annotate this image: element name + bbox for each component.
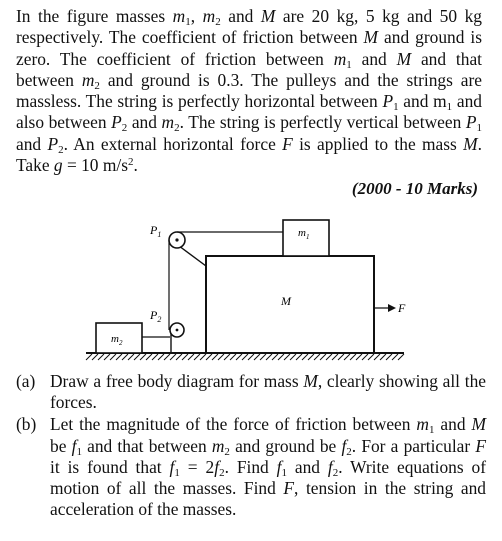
pulley-P1 <box>169 232 206 266</box>
problem-statement: In the figure masses $m_1$, $m_2$ and M are 20 kg, 5 kg and 50 kg respectively. The coefficient of friction between M and ground is zero. The coefficient of friction between $m_1$ and M and that between $m_2$ and ground is 0.3. The pulleys and the strings are massless. The string is perfectly horizontal between $P_1$ and $m_1$ and also between $P_2$ and $m_2$. The string is perfectly vertical between $P_1$ and $P_2$. An external horizontal force F is applied to the mass M. Take g = 10 $m/s^2$. <box>16 6 482 176</box>
force-arrow <box>374 304 396 312</box>
label-M: M <box>281 294 291 308</box>
block-m2 <box>96 323 142 353</box>
label-m1: $m_1$ <box>298 227 310 241</box>
question-a <box>16 371 486 413</box>
ground <box>86 353 404 360</box>
label-F: F <box>398 301 406 315</box>
pulley-P2 <box>170 323 184 353</box>
label-P1: $P_1$ <box>150 223 162 239</box>
label-P2: $P_2$ <box>150 308 162 324</box>
question-label: (b) <box>16 414 37 435</box>
question-text: Draw a free body diagram for mass M, clearly showing all the forces. <box>50 371 486 413</box>
pulley-block-diagram <box>78 204 408 362</box>
question-label: (a) <box>16 371 36 391</box>
label-m2: $m_2$ <box>111 333 123 347</box>
question-b <box>16 414 486 520</box>
marks-label: (2000 - 10 Marks) <box>351 179 478 198</box>
question-text: Let the magnitude of the force of friction between $m_1$ and M be $f_1$ and that between $m_2$ and ground be $f_2$. For a particular F it is found that $f_1 = 2f_2$. Find $f_1$ and $f_2$. Write equations of motion of all the masses. Find F, tension in the string and acceleration of the masses. <box>50 414 487 520</box>
question-list <box>16 371 486 521</box>
